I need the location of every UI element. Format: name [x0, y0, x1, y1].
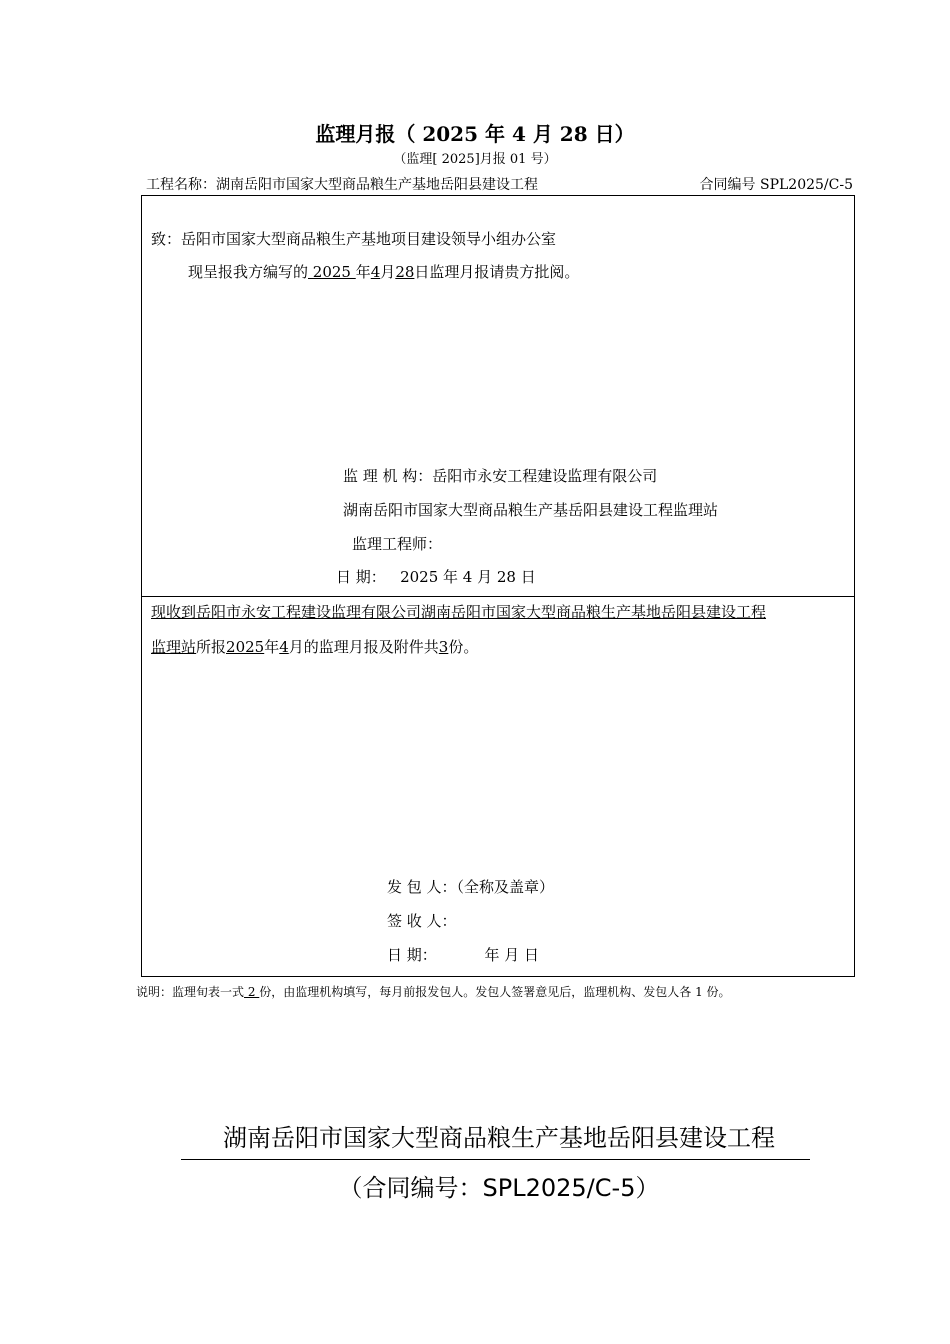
receipt-year: 2025 — [226, 638, 265, 656]
receipt-line-1: 现收到岳阳市永安工程建设监理有限公司湖南岳阳市国家大型商品粮生产基地岳阳县建设工程 — [151, 603, 767, 621]
issuer-label: 发 包 人：（全称及盖章） — [387, 878, 555, 896]
date-value: 2025 年 4 月 28 日 — [400, 568, 536, 586]
footer-divider — [181, 1159, 810, 1160]
receipt-count: 3 — [438, 638, 449, 656]
year-unit: 年 — [355, 263, 371, 281]
addressee-line: 致：岳阳市国家大型商品粮生产基地项目建设领导小组办公室 — [151, 230, 557, 248]
contract-number-line — [700, 174, 853, 194]
receipt-month: 4 — [279, 638, 289, 656]
note-prefix: 说明：监理旬表一式 — [136, 985, 245, 999]
supervision-station: 湖南岳阳市国家大型商品粮生产基岳阳县建设工程监理站 — [343, 501, 719, 519]
footer-project-name: 湖南岳阳市国家大型商品粮生产基地岳阳县建设工程 — [223, 1124, 775, 1152]
submission-prefix: 现呈报我方编写的 — [188, 263, 309, 281]
report-title: 监理月报（ 2025 年 4 月 28 日） — [315, 122, 635, 146]
report-number: （监理[ 2025]月报 01 号） — [393, 152, 557, 167]
instruction-note — [136, 983, 731, 1000]
receipt-box — [141, 595, 855, 977]
project-name-line — [146, 174, 538, 194]
receipt-date — [387, 944, 539, 965]
receipt-text-d: 份。 — [448, 638, 479, 656]
project-name: 湖南岳阳市国家大型商品粮生产基地岳阳县建设工程 — [216, 177, 538, 193]
report-year: 2025 — [308, 263, 356, 281]
receipt-text-a: 所报 — [196, 638, 227, 656]
footer-contract-number: （合同编号：SPL2025/C-5） — [338, 1174, 660, 1202]
contract-label: 合同编号 — [699, 177, 756, 193]
date-label: 日 期： — [336, 568, 386, 586]
contract-number: SPL2025/C-5 — [759, 177, 853, 193]
report-month: 4 — [370, 263, 381, 281]
receipt-line-2 — [151, 636, 478, 657]
engineer-label: 监理工程师： — [352, 535, 443, 553]
submission-statement — [188, 261, 579, 282]
note-copies: 2 — [244, 985, 260, 999]
supervision-org: 监 理 机 构：岳阳市永安工程建设监理有限公司 — [343, 467, 658, 485]
month-unit: 月 — [380, 263, 396, 281]
project-label: 工程名称： — [146, 177, 216, 193]
receipt-text-c: 月的监理月报及附件共 — [288, 638, 439, 656]
report-day: 28 — [395, 263, 415, 281]
receipt-text-b: 年 — [264, 638, 280, 656]
receipt-date-blank: 年 月 日 — [484, 946, 540, 964]
report-date — [336, 566, 536, 587]
note-suffix: 份，由监理机构填写，每月前报发包人。发包人签署意见后，监理机构、发包人各 1 份。 — [259, 985, 731, 999]
submission-suffix: 日监理月报请贵方批阅。 — [414, 263, 580, 281]
recipient-label: 签 收 人： — [387, 912, 457, 930]
receipt-date-label: 日 期： — [387, 946, 437, 964]
report-submission-box — [141, 195, 855, 597]
receipt-station: 监理站 — [151, 638, 197, 656]
